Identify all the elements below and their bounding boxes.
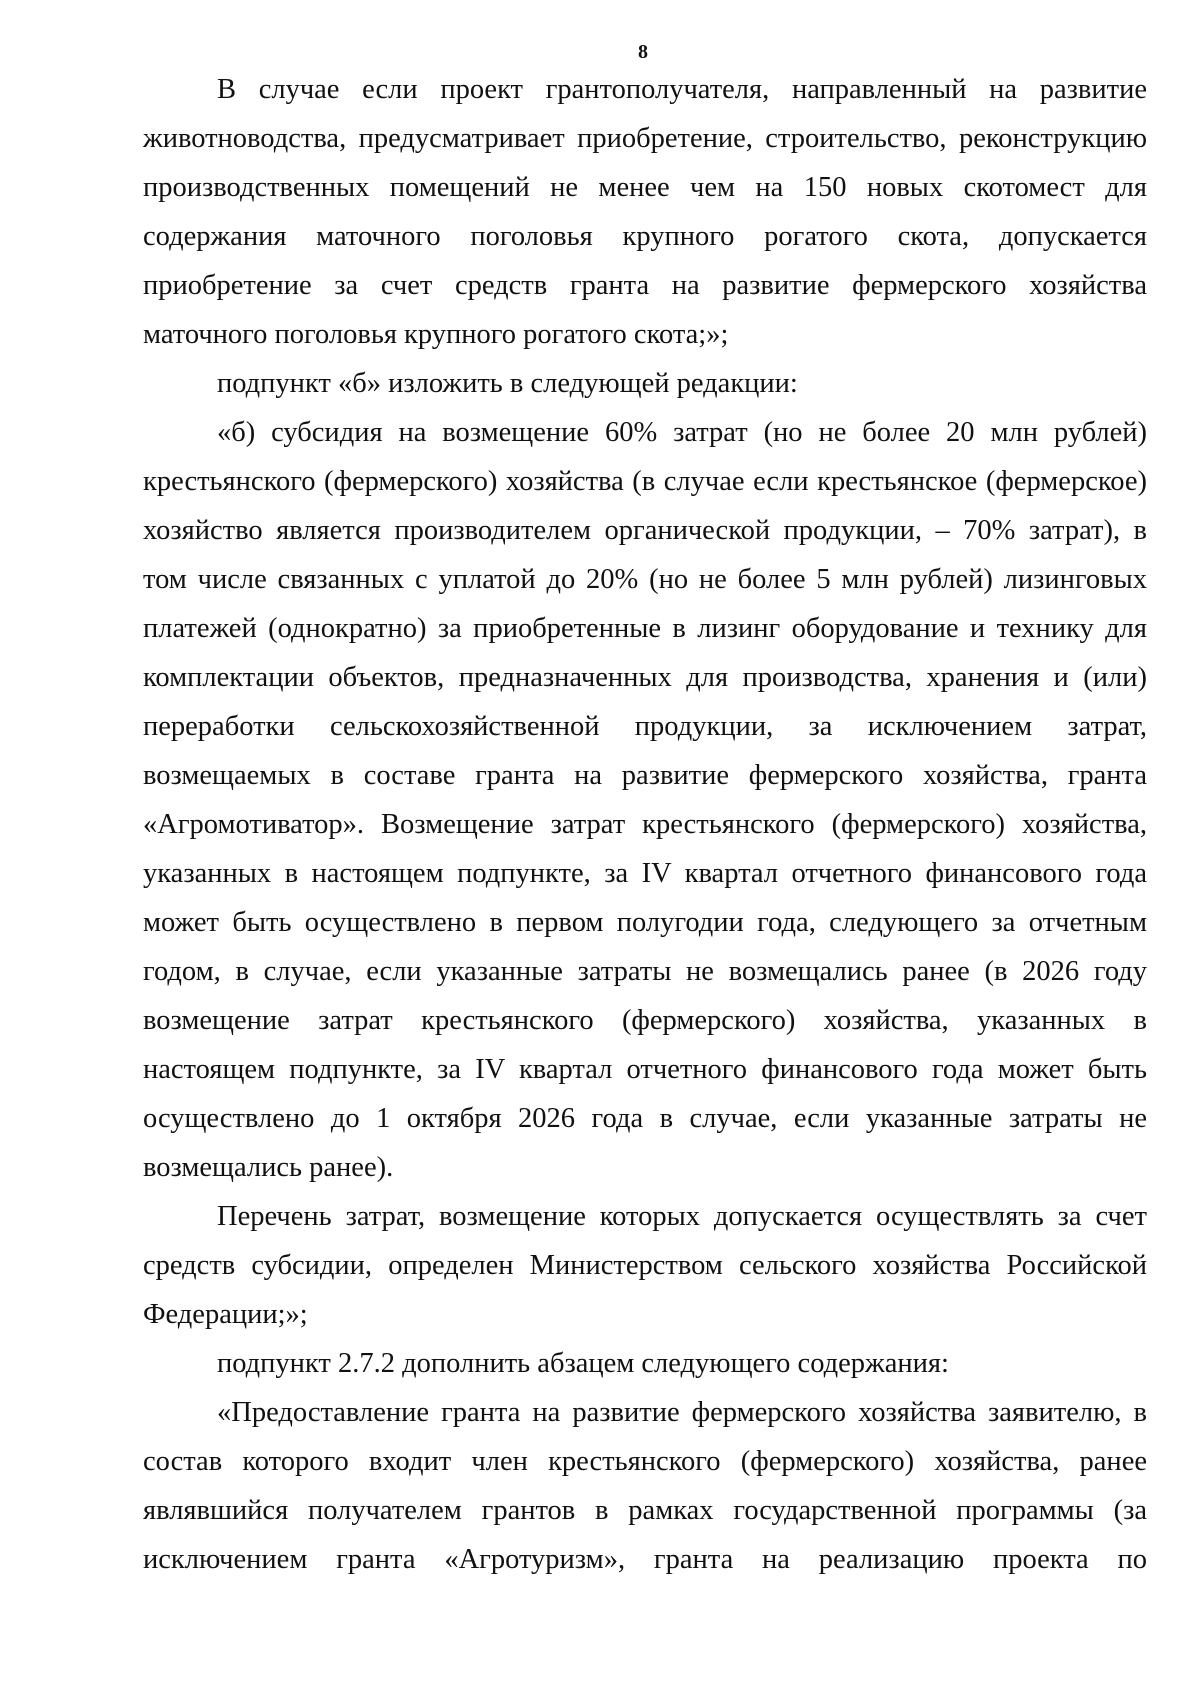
paragraph-subsidy-b: «б) субсидия на возмещение 60% затрат (но не более 20 млн рублей) крестьянского (фермерского) хозяйства (в случае если крестьянское (фермерское) хозяйство является производителем органической продукции, – 70% затрат), в том числе связанных с уплатой до 20% (но не более 5 млн рублей) лизинговых платежей (однократно) за приобретенные в лизинг оборудование и технику для комплектации объектов, предназначенных для производства, хранения и (или) переработки сельскохозяйственной продукции, за исключением затрат, возмещаемых в составе гранта на развитие фермерского хозяйства, гранта «Агромотиватор». Возмещение затрат крестьянского (фермерского) хозяйства, указанных в настоящем подпункте, за IV квартал отчетного финансового года может быть осуществлено в первом полугодии года, следующего за отчетным годом, в случае, если указанные затраты не возмещались ранее (в 2026 году возмещение затрат крестьянского (фермерского) хозяйства, указанных в настоящем подпункте, за IV квартал отчетного финансового года может быть осуществлено до 1 октября 2026 года в случае, если указанные затраты не возмещались ранее). xyxy=(143,417,1147,1183)
paragraph-subitem-b-intro: подпункт «б» изложить в следующей редакции: xyxy=(217,368,798,399)
paragraph-subitem-272-intro: подпункт 2.7.2 дополнить абзацем следующего содержания: xyxy=(217,1348,949,1379)
paragraph-cost-list: Перечень затрат, возмещение которых допускается осуществлять за счет средств субсидии, определен Министерством сельского хозяйства Российской Федерации;»; xyxy=(143,1201,1147,1330)
page-number: 8 xyxy=(638,41,648,63)
document-body xyxy=(143,65,1147,1584)
paragraph-grant-provision: «Предоставление гранта на развитие фермерского хозяйства заявителю, в состав которого входит член крестьянского (фермерского) хозяйства, ранее являвшийся получателем грантов в рамках государственной программы (за исключением гранта «Агротуризм», гранта на реализацию проекта по xyxy=(143,1397,1147,1575)
paragraph-livestock-grant: В случае если проект грантополучателя, направленный на развитие животноводства, предусматривает приобретение, строительство, реконструкцию производственных помещений не менее чем на 150 новых скотомест для содержания маточного поголовья крупного рогатого скота, допускается приобретение за счет средств гранта на развитие фермерского хозяйства маточного поголовья крупного рогатого скота;»; xyxy=(143,74,1147,350)
